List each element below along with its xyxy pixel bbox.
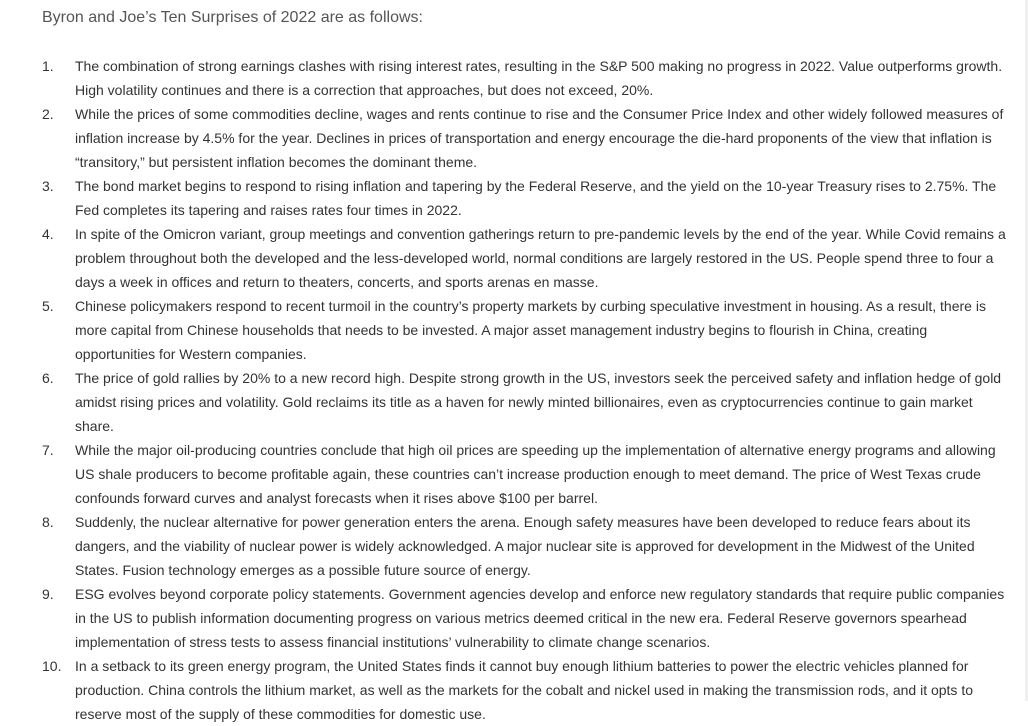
list-item-text: Chinese policymakers respond to recent turmoil in the country’s property markets by curbing speculative investment in housing. As a result, there is more capital from Chinese households that needs to be invested. A major asset management industry begins to flourish in China, creating opportunities for Western companies. (75, 298, 986, 362)
list-item-number: 9. (42, 586, 54, 602)
list-item-text: Suddenly, the nuclear alternative for power generation enters the arena. Enough safety measures have been developed to reduce fears about its dangers, and the viability of nuclear power is widely acknowledged. A major nuclear site is approved for development in the Midwest of the United States. Fusion technology emerges as a possible future source of energy. (75, 514, 975, 578)
surprises-list (42, 54, 1008, 726)
list-item-number: 6. (42, 370, 54, 386)
list-item-text: While the prices of some commodities decline, wages and rents continue to rise and the Consumer Price Index and other widely followed measures of inflation increase by 4.5% for the year. Declines in prices of transportation and energy encourage the die-hard proponents of the view that inflation is “transitory,” but persistent inflation becomes the dominant theme. (75, 106, 1004, 170)
list-item (42, 54, 1008, 102)
list-item (42, 222, 1008, 294)
list-item-text: The bond market begins to respond to rising inflation and tapering by the Federal Reserve, and the yield on the 10-year Treasury rises to 2.75%. The Fed completes its tapering and raises rates four times in 2022. (75, 178, 997, 218)
list-item-text: ESG evolves beyond corporate policy statements. Government agencies develop and enforce new regulatory standards that require public companies in the US to publish information documenting progress on various metrics deemed critical in the new era. Federal Reserve governors spearhead implementation of stress tests to assess financial institutions’ vulnerability to climate change scenarios. (75, 586, 1005, 650)
list-item (42, 366, 1008, 438)
list-item-text: In spite of the Omicron variant, group meetings and convention gatherings return to pre-pandemic levels by the end of the year. While Covid remains a problem throughout both the developed and the less-developed world, normal conditions are largely restored in the US. People spend three to four a days a week in offices and return to theaters, concerts, and sports arenas en masse. (75, 226, 1006, 290)
list-item (42, 582, 1008, 654)
list-item (42, 438, 1008, 510)
list-item-number: 3. (42, 178, 54, 194)
list-item-number: 2. (42, 106, 54, 122)
list-item-text: The price of gold rallies by 20% to a new record high. Despite strong growth in the US, investors seek the perceived safety and inflation hedge of gold amidst rising prices and volatility. Gold reclaims its title as a haven for newly minted billionaires, even as cryptocurrencies continue to gain market share. (75, 370, 1002, 434)
list-item (42, 654, 1008, 726)
list-item (42, 510, 1008, 582)
list-item-number: 5. (42, 298, 54, 314)
list-item (42, 174, 1008, 222)
list-item (42, 102, 1008, 174)
list-item (42, 294, 1008, 366)
list-item-number: 1. (42, 58, 54, 74)
article-content (42, 0, 1008, 726)
intro-text: Byron and Joe’s Ten Surprises of 2022 are as follows: (42, 9, 423, 26)
list-item-number: 10. (42, 658, 62, 674)
list-item-number: 7. (42, 442, 54, 458)
list-item-number: 8. (42, 514, 54, 530)
list-item-text: The combination of strong earnings clashes with rising interest rates, resulting in the S&P 500 making no progress in 2022. Value outperforms growth. High volatility continues and there is a correction that approaches, but does not exceed, 20%. (75, 58, 1003, 98)
list-item-text: In a setback to its green energy program, the United States finds it cannot buy enough lithium batteries to power the electric vehicles planned for production. China controls the lithium market, as well as the markets for the cobalt and nickel used in making the transmission rods, and it opts to reserve most of the supply of these commodities for domestic use. (75, 658, 973, 722)
list-item-text: While the major oil-producing countries conclude that high oil prices are speeding up the implementation of alternative energy programs and allowing US shale producers to become profitable again, these countries can’t increase production enough to meet demand. The price of West Texas crude confounds forward curves and analyst forecasts when it rises above $100 per barrel. (75, 442, 996, 506)
list-item-number: 4. (42, 226, 54, 242)
